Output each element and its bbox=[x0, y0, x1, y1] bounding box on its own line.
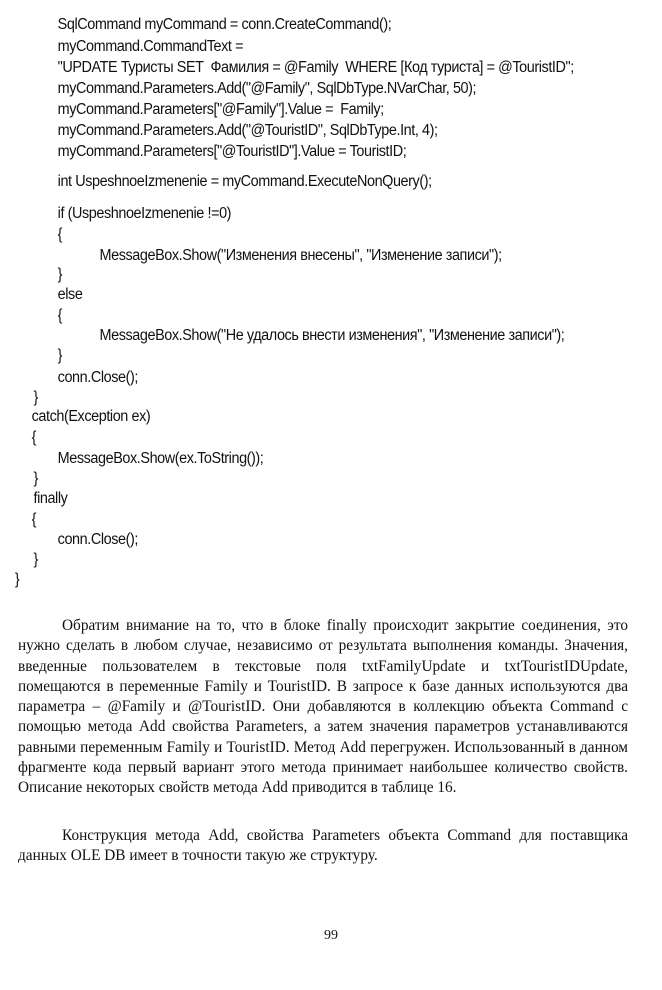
code-line: MessageBox.Show(ex.ToString()); bbox=[57, 450, 264, 467]
code-line: MessageBox.Show("Не удалось внести изменения", "Изменение записи"); bbox=[99, 327, 565, 344]
body-paragraph: Обратим внимание на то, что в блоке finally происходит закрытие соединения, это нужно сделать в любом случае, независимо от результата выполнения команды. Значения, введенные пользователем в текстовые поля txtFamilyUpdate и txtTouristIDUpdate, помещаются в переменные Family и TouristID. В запросе к базе данных используются два параметра – @Family и @TouristID. Они добавляются в коллекцию объекта Command с помощью метода Add свойства Parameters, а затем значения параметров устанавливаются равными переменным Family и TouristID. Метод Add перегружен. Использованный в данном фрагменте кода первый вариант этого метода принимает наибольшее количество свойств. Описание некоторых свойств метода Add приводится в таблице 16. bbox=[18, 617, 628, 797]
code-line: if (UspeshnoeIzmenenie !=0) bbox=[57, 205, 232, 222]
code-line: SqlCommand myCommand = conn.CreateCommand(); bbox=[57, 16, 392, 33]
code-line: { bbox=[57, 226, 63, 243]
code-line: } bbox=[33, 389, 38, 406]
code-line: { bbox=[31, 429, 37, 446]
code-line: myCommand.Parameters.Add("@Family", SqlDbType.NVarChar, 50); bbox=[57, 80, 477, 97]
code-line: } bbox=[33, 551, 38, 568]
code-line: int UspeshnoeIzmenenie = myCommand.ExecuteNonQuery(); bbox=[57, 173, 432, 190]
code-line: myCommand.CommandText = bbox=[57, 38, 244, 55]
code-line: { bbox=[31, 511, 37, 528]
code-line: conn.Close(); bbox=[57, 531, 138, 548]
code-line: myCommand.Parameters["@TouristID"].Value = TouristID; bbox=[57, 143, 407, 160]
code-line: { bbox=[57, 307, 63, 324]
code-line: finally bbox=[33, 490, 68, 507]
page-number: 99 bbox=[324, 928, 338, 943]
code-line: "UPDATE Туристы SET Фамилия = @Family WHERE [Код туриста] = @TouristID"; bbox=[57, 59, 574, 76]
code-line: catch(Exception ex) bbox=[31, 408, 151, 425]
code-line: myCommand.Parameters.Add("@TouristID", SqlDbType.Int, 4); bbox=[57, 122, 438, 139]
code-line: } bbox=[14, 571, 20, 588]
code-line: } bbox=[57, 266, 63, 283]
code-line: } bbox=[33, 470, 38, 487]
code-line: MessageBox.Show("Изменения внесены", "Изменение записи"); bbox=[99, 247, 502, 264]
code-line: conn.Close(); bbox=[57, 369, 138, 386]
body-paragraph: Конструкция метода Add, свойства Parameters объекта Command для поставщика данных OLE DB имеет в точности такую же структуру. bbox=[18, 827, 628, 865]
code-line: myCommand.Parameters["@Family"].Value = Family; bbox=[57, 101, 384, 118]
code-line: else bbox=[57, 286, 83, 303]
code-line: } bbox=[57, 347, 63, 364]
